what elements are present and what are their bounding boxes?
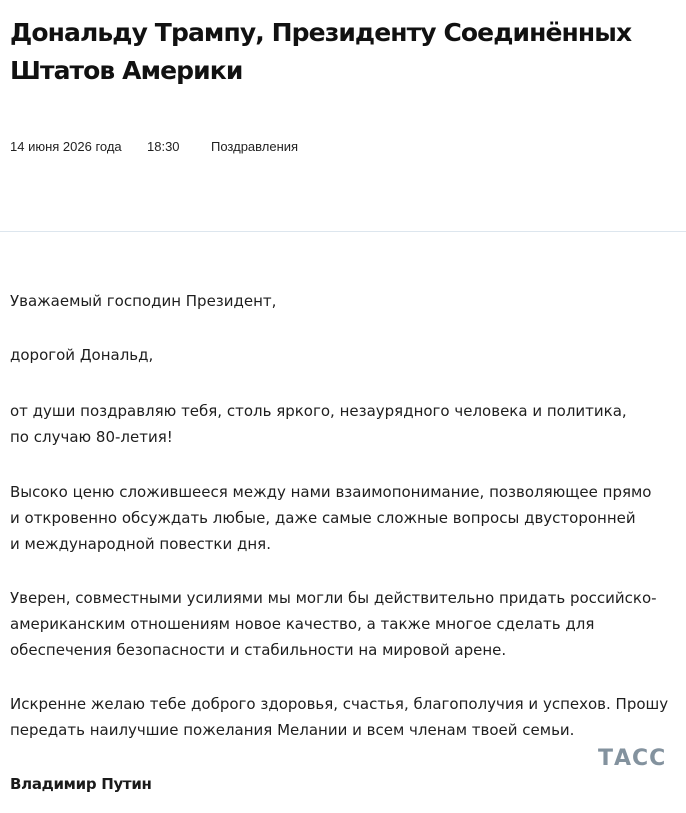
- salutation-text: дорогой Дональд,: [10, 346, 154, 364]
- article-meta: [0, 139, 686, 155]
- greeting-text: Уважаемый господин Президент,: [10, 292, 277, 310]
- paragraph-line: американским отношениям новое качество, а также многое сделать для: [10, 615, 595, 633]
- publish-date: 14 июня 2026 года: [10, 139, 122, 154]
- letter-greeting: [10, 288, 660, 314]
- letter-paragraph-4: [10, 691, 669, 743]
- tass-watermark-logo: ТАСС: [598, 746, 667, 771]
- page-title: Дональду Трампу, Президенту Соединённых Штатов Америки: [10, 18, 632, 85]
- letter-paragraph-2: [10, 479, 660, 557]
- paragraph-line: обеспечения безопасности и стабильности на мировой арене.: [10, 641, 507, 659]
- letter-salutation: [10, 342, 660, 368]
- paragraph-line: и откровенно обсуждать любые, даже самые сложные вопросы двусторонней: [10, 509, 636, 527]
- paragraph-line: передать наилучшие пожелания Мелании и всем членам твоей семьи.: [10, 721, 575, 739]
- paragraph-line: Уверен, совместными усилиями мы могли бы действительно придать российско-: [10, 589, 657, 607]
- publish-time: 18:30: [147, 139, 180, 154]
- paragraph-line: и международной повестки дня.: [10, 535, 271, 553]
- letter-paragraph-1: [10, 398, 660, 450]
- paragraph-line: Высоко ценю сложившееся между нами взаимопонимание, позволяющее прямо: [10, 483, 652, 501]
- paragraph-line: по случаю 80-летия!: [10, 428, 173, 446]
- category-link[interactable]: Поздравления: [211, 139, 299, 154]
- article-header: [0, 0, 686, 232]
- letter-signature: Владимир Путин: [10, 775, 152, 793]
- letter-paragraph-3: [10, 585, 660, 663]
- paragraph-line: от души поздравляю тебя, столь яркого, незаурядного человека и политика,: [10, 402, 627, 420]
- paragraph-line: Искренне желаю тебе доброго здоровья, счастья, благополучия и успехов. Прошу: [10, 695, 669, 713]
- header-divider: [0, 231, 686, 232]
